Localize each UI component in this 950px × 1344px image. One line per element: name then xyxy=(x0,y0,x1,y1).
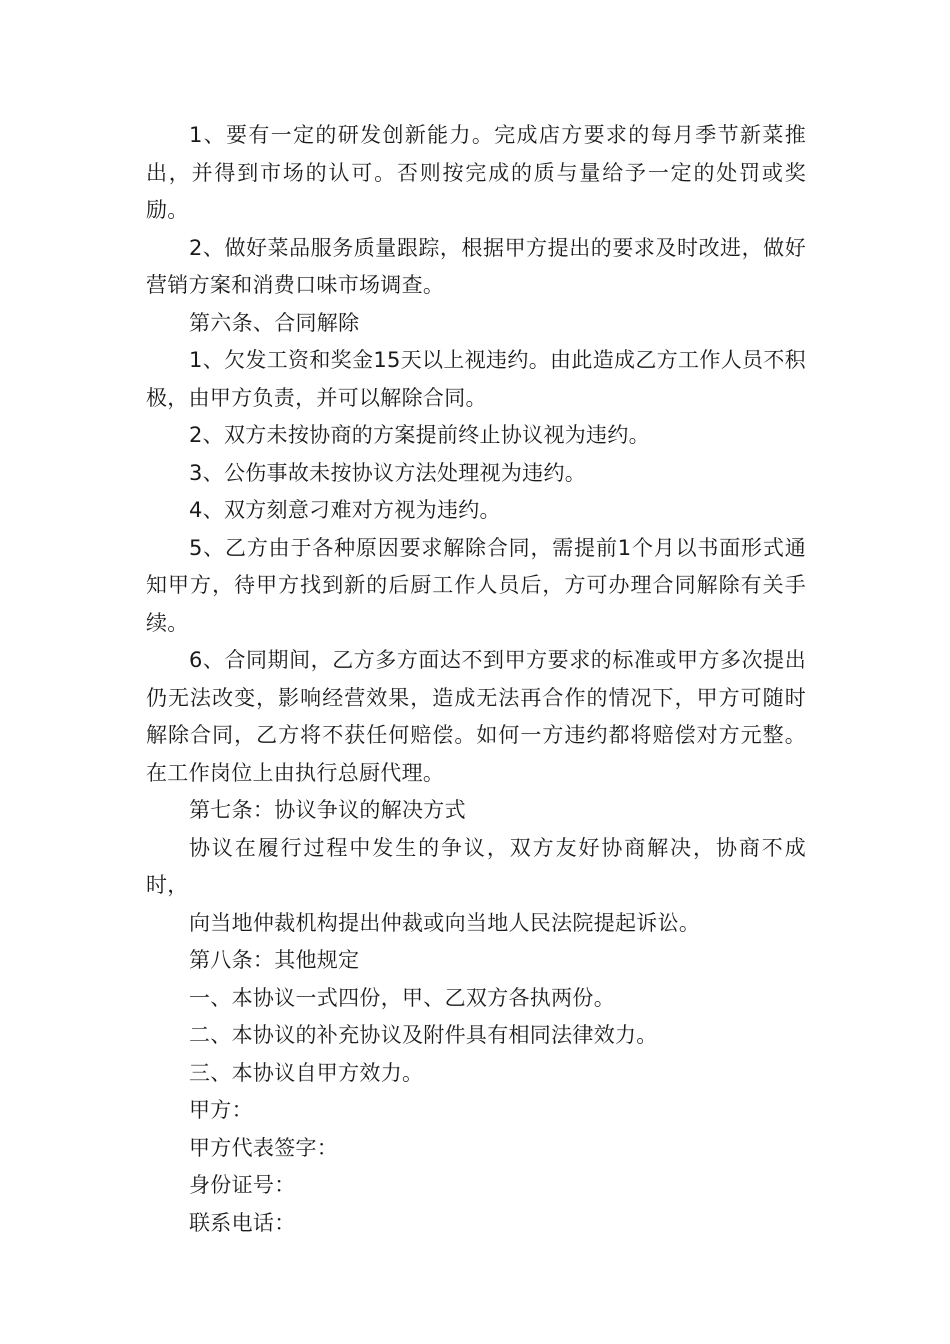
id-number-label: 身份证号： xyxy=(189,1173,296,1197)
clause-6-item-5: 5、乙方由于各种原因要求解除合同，需提前1个月以书面形式通知甲方，待甲方找到新的后厨工作人员后，方可办理合同解除有关手续。 xyxy=(146,535,806,635)
phone-label: 联系电话： xyxy=(189,1210,296,1235)
clause-8-heading: 第八条：其他规定 xyxy=(189,948,360,972)
clause-6-item-3: 3、公伤事故未按协议方法处理视为违约。 xyxy=(189,460,587,485)
clause-6-item-1: 1、欠发工资和奖金15天以上视违约。由此造成乙方工作人员不积极，由甲方负责，并可以解除合同。 xyxy=(146,348,806,410)
party-a-label: 甲方： xyxy=(189,1098,253,1122)
clause-7-text-continued: 向当地仲裁机构提出仲裁或向当地人民法院提起诉讼。 xyxy=(189,910,701,935)
clause-6-item-2: 2、双方未按协商的方案提前终止协议视为违约。 xyxy=(189,423,650,447)
clause-7-heading: 第七条：协议争议的解决方式 xyxy=(189,798,466,822)
party-a-signature-label: 甲方代表签字： xyxy=(189,1135,339,1160)
clause-6-item-6: 6、合同期间，乙方多方面达不到甲方要求的标准或甲方多次提出仍无法改变，影响经营效果，造成无法再合作的情况下，甲方可随时解除合同，乙方将不获任何赔偿。如何一方违约都将赔偿对方元整。在工作岗位上由执行总厨代理。 xyxy=(146,648,806,785)
clause-5-item-1: 1、要有一定的研发创新能力。完成店方要求的每月季节新菜推出，并得到市场的认可。否则按完成的质与量给予一定的处罚或奖励。 xyxy=(146,123,806,222)
clause-8-item-3: 三、本协议自甲方效力。 xyxy=(189,1060,424,1085)
clause-7-text: 协议在履行过程中发生的争议，双方友好协商解决，协商不成时， xyxy=(146,835,806,897)
clause-5-item-2: 2、做好菜品服务质量跟踪，根据甲方提出的要求及时改进，做好营销方案和消费口味市场调查。 xyxy=(146,235,806,297)
clause-6-heading: 第六条、合同解除 xyxy=(189,310,360,335)
clause-6-item-4: 4、双方刻意刁难对方视为违约。 xyxy=(189,498,501,522)
clause-8-item-1: 一、本协议一式四份，甲、乙双方各执两份。 xyxy=(189,985,615,1010)
clause-8-item-2: 二、本协议的补充协议及附件具有相同法律效力。 xyxy=(189,1023,658,1047)
document-page xyxy=(146,117,806,1242)
